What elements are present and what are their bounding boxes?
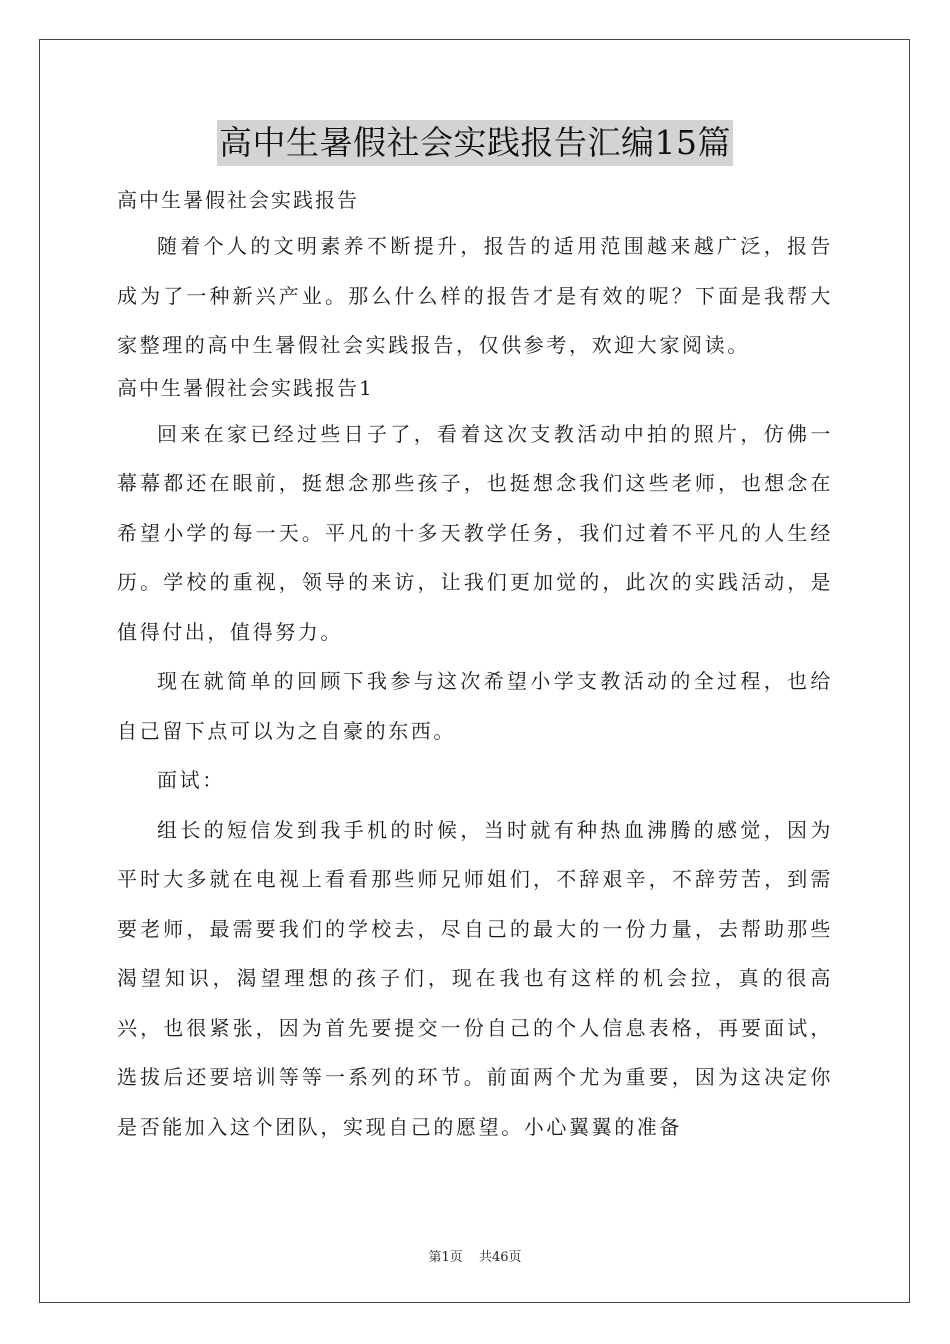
intro-paragraph: 随着个人的文明素养不断提升，报告的适用范围越来越广泛，报告成为了一种新兴产业。那么什么样的报告才是有效的呢？下面是我帮大家整理的高中生暑假社会实践报告，仅供参考，欢迎大家阅读。 [117,234,833,357]
document-body [117,120,833,1152]
page-number: 第1页 [428,1250,463,1265]
body-paragraph: 回来在家已经过些日子了，看着这次支教活动中拍的照片，仿佛一幕幕都还在眼前，挺想念那些孩子，也挺想念我们这些老师，也想念在希望小学的每一天。平凡的十多天教学任务，我们过着不平凡的人生经历。学校的重视，领导的来访，让我们更加觉的，此次的实践活动，是值得付出，值得努力。 [117,421,833,644]
body-paragraph: 面试： [157,768,225,792]
report-heading: 高中生暑假社会实践报告1 [117,375,374,400]
section-heading: 高中生暑假社会实践报告 [117,188,359,212]
page-total: 共46页 [478,1250,522,1265]
page-footer [0,1246,950,1265]
document-title: 高中生暑假社会实践报告汇编15篇 [217,120,733,166]
title-wrap [117,120,833,180]
body-paragraph: 组长的短信发到我手机的时候，当时就有种热血沸腾的感觉，因为平时大多就在电视上看看那些师兄师姐们，不辞艰辛，不辞劳苦，到需要老师，最需要我们的学校去，尽自己的最大的一份力量，去帮助那些渴望知识，渴望理想的孩子们，现在我也有这样的机会拉，真的很高兴，也很紧张，因为首先要提交一份自己的个人信息表格，再要面试，选拔后还要培训等等一系列的环节。前面两个尤为重要，因为这决定你是否能加入这个团队，实现自己的愿望。小心翼翼的准备 [117,817,833,1139]
body-paragraph: 现在就简单的回顾下我参与这次希望小学支教活动的全过程，也给自己留下点可以为之自豪的东西。 [117,669,833,743]
